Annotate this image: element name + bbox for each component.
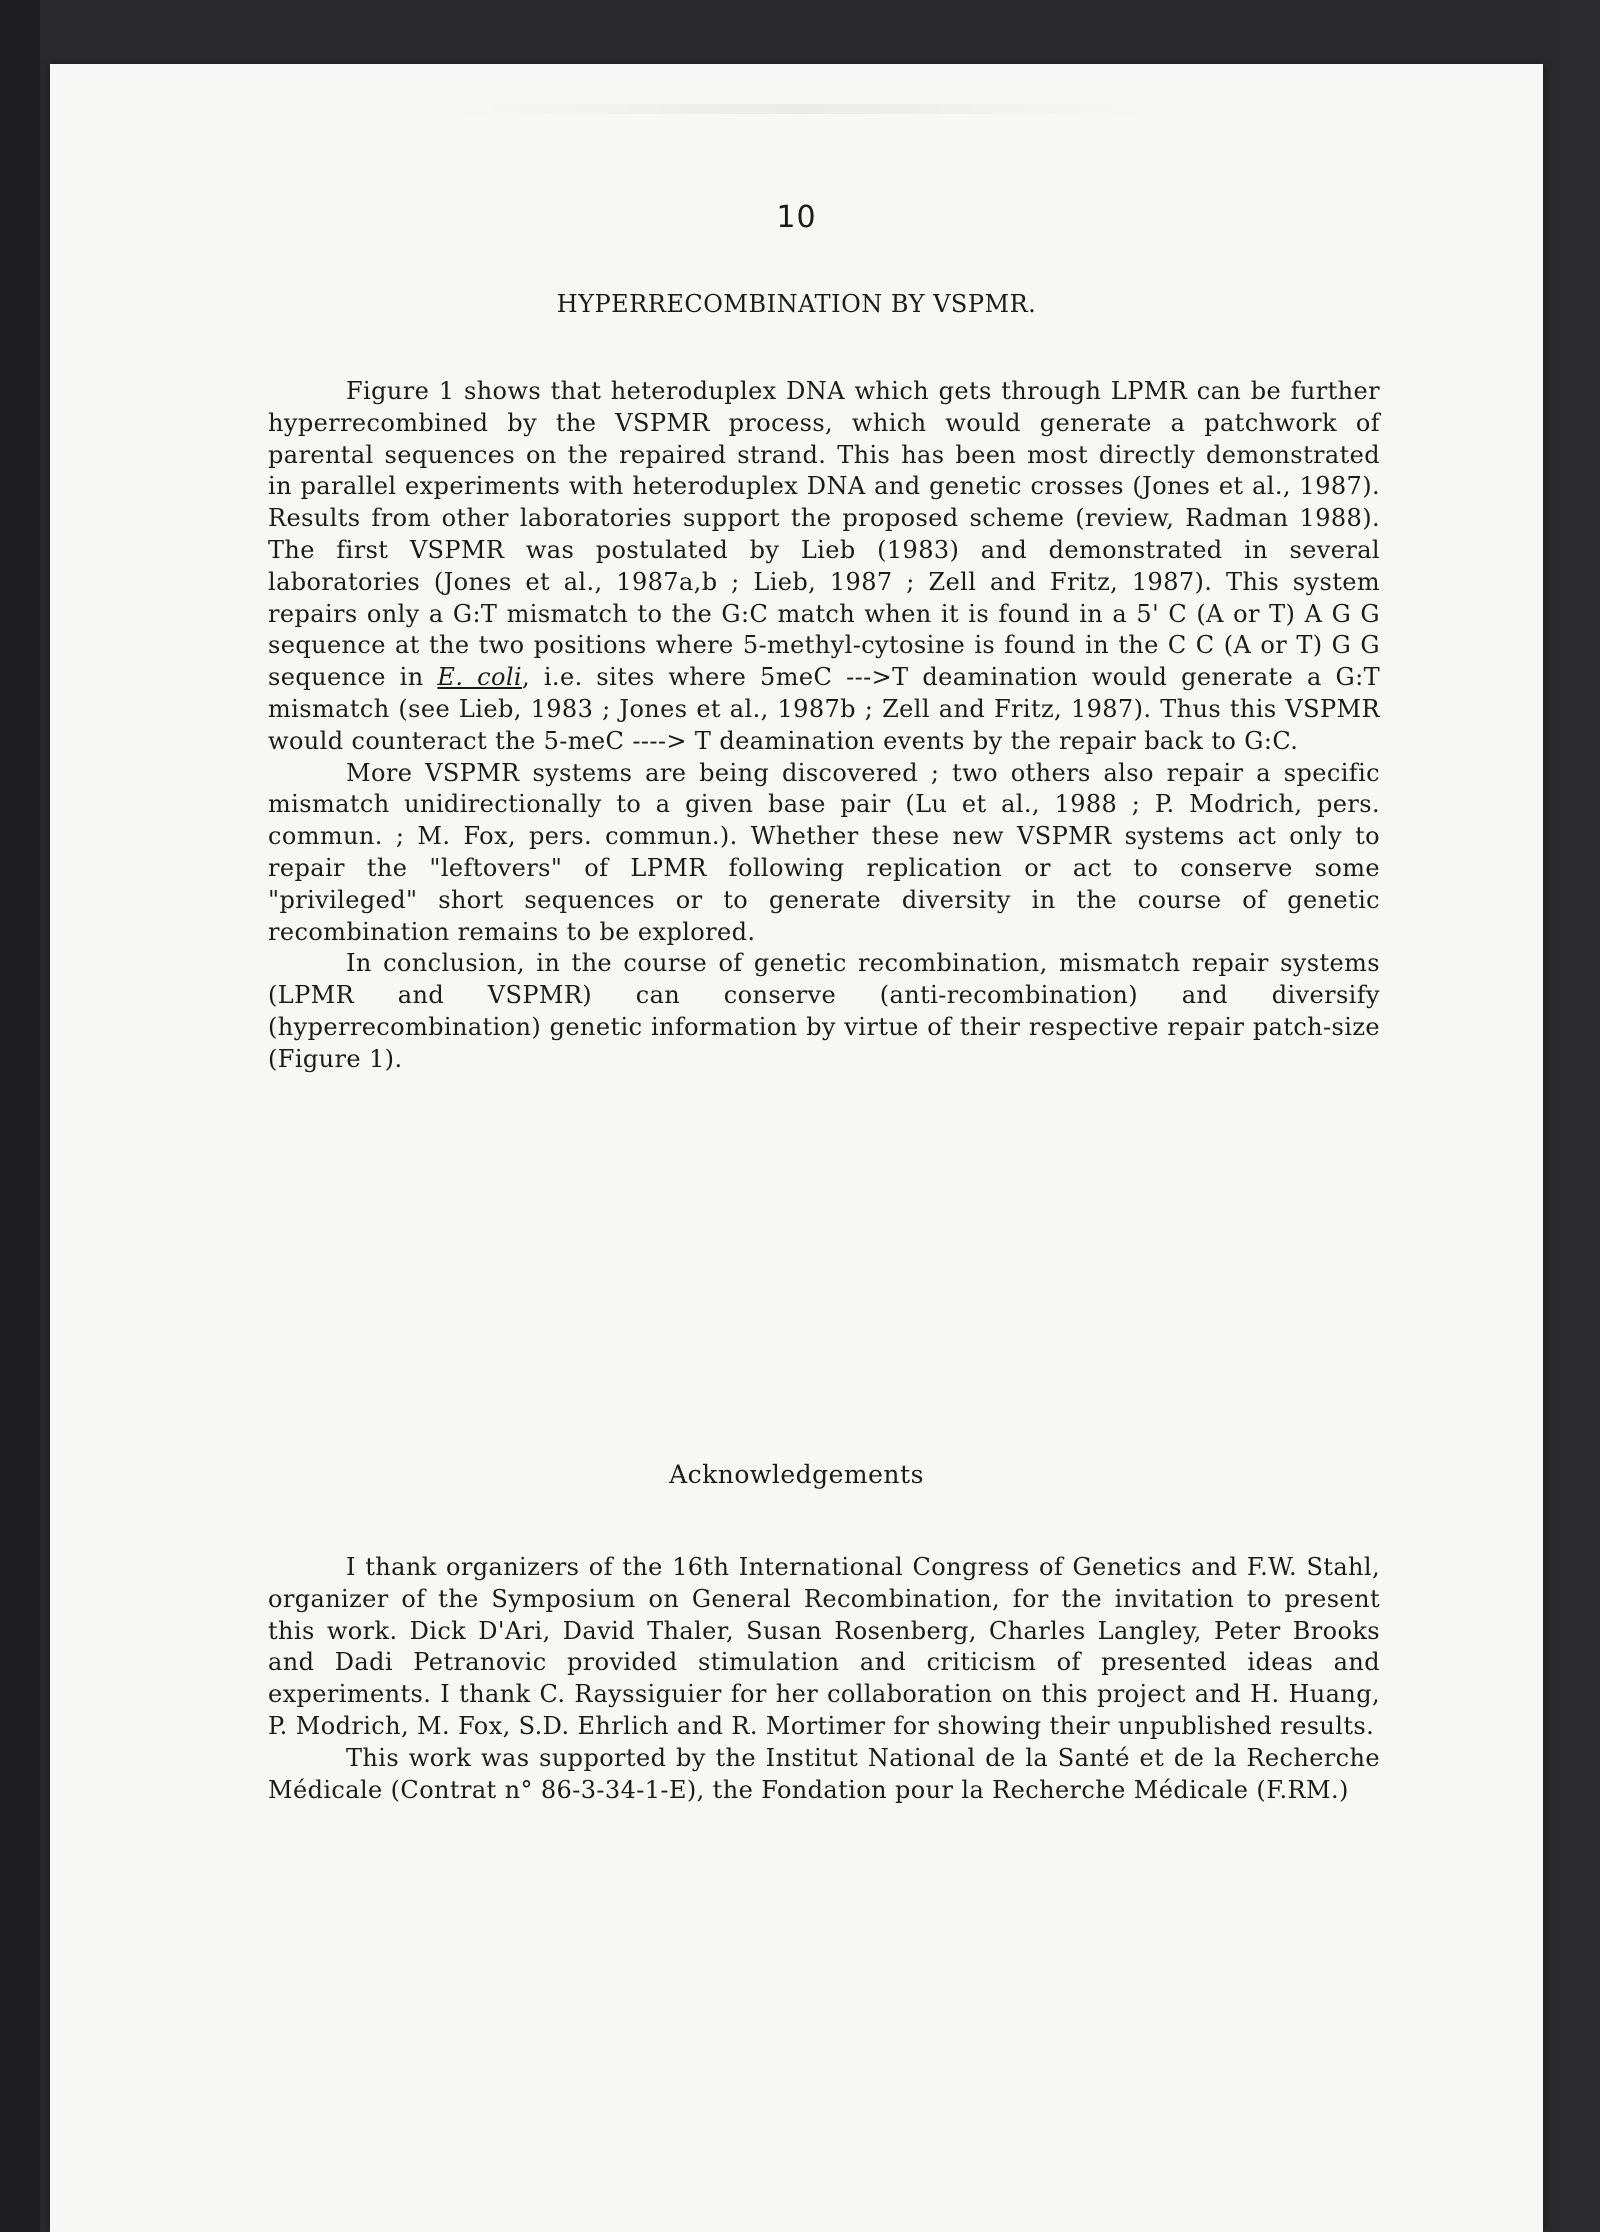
- scan-backdrop-right: [1560, 0, 1600, 2232]
- organism-name: E. coli: [437, 663, 523, 692]
- acknowledgements-body: [268, 1552, 1380, 1806]
- page-number: 10: [776, 200, 817, 235]
- paragraph-conclusion: In conclusion, in the course of genetic recombination, mismatch repair systems (LPMR and VSPMR) can conserve (anti-recombination) and diversify (hyperrecombination) genetic information by virtue of their respective repair patch-size (Figure 1).: [268, 949, 1380, 1073]
- acknowledgements-title: Acknowledgements: [669, 1460, 924, 1489]
- scan-backdrop-left: [0, 0, 40, 2232]
- section-title: HYPERRECOMBINATION BY VSPMR.: [556, 290, 1037, 318]
- document-page: [50, 64, 1543, 2232]
- paragraph-funding: This work was supported by the Institut National de la Santé et de la Recherche Médicale (Contrat n° 86-3-34-1-E), the Fondation pour la Recherche Médicale (F.RM.): [268, 1743, 1380, 1804]
- paper-crease: [450, 104, 1150, 114]
- paragraph-thanks: I thank organizers of the 16th International Congress of Genetics and F.W. Stahl, organizer of the Symposium on General Recombination, for the invitation to present this work. Dick D'Ari, David Thaler, Susan Rosenberg, Charles Langley, Peter Brooks and Dadi Petranovic provided stimulation and criticism of presented ideas and experiments. I thank C. Rayssiguier for her collaboration on this project and H. Huang, P. Modrich, M. Fox, S.D. Ehrlich and R. Mortimer for showing their unpublished results.: [268, 1553, 1380, 1740]
- paragraph-more-vspmr: More VSPMR systems are being discovered ; two others also repair a specific mismatch unidirectionally to a given base pair (Lu et al., 1988 ; P. Modrich, pers. commun. ; M. Fox, pers. commun.). Whether these new VSPMR systems act only to repair the "leftovers" of LPMR following replication or act to conserve some "privileged" short sequences or to generate diversity in the course of genetic recombination remains to be explored.: [268, 758, 1380, 946]
- main-body: [268, 376, 1380, 1076]
- paragraph-text: Figure 1 shows that heteroduplex DNA which gets through LPMR can be further hyperrecombined by the VSPMR process, which would generate a patchwork of parental sequences on the repaired strand. This has been most directly demonstrated in parallel experiments with heteroduplex DNA and genetic crosses (Jones et al., 1987). Results from other laboratories support the proposed scheme (review, Radman 1988). The first VSPMR was postulated by Lieb (1983) and demonstrated in several laboratories (Jones et al., 1987a,b ; Lieb, 1987 ; Zell and Fritz, 1987). This system repairs only a G:T mismatch to the G:C match when it is found in a 5' C (A or T) A G G sequence at the two positions where 5-methyl-cytosine is found in the C C (A or T) G G sequence in: [268, 377, 1380, 692]
- paragraph-hyperrecombination: [268, 376, 1380, 758]
- paragraph-text: , i.e. sites where 5meC --->T deamination would generate a G:T mismatch (see Lieb, 1983 ; Jones et al., 1987b ; Zell and Fritz, 1987). Thus this VSPMR would counteract the 5-meC ----> T deamination events by the repair back to G:C.: [268, 663, 1380, 755]
